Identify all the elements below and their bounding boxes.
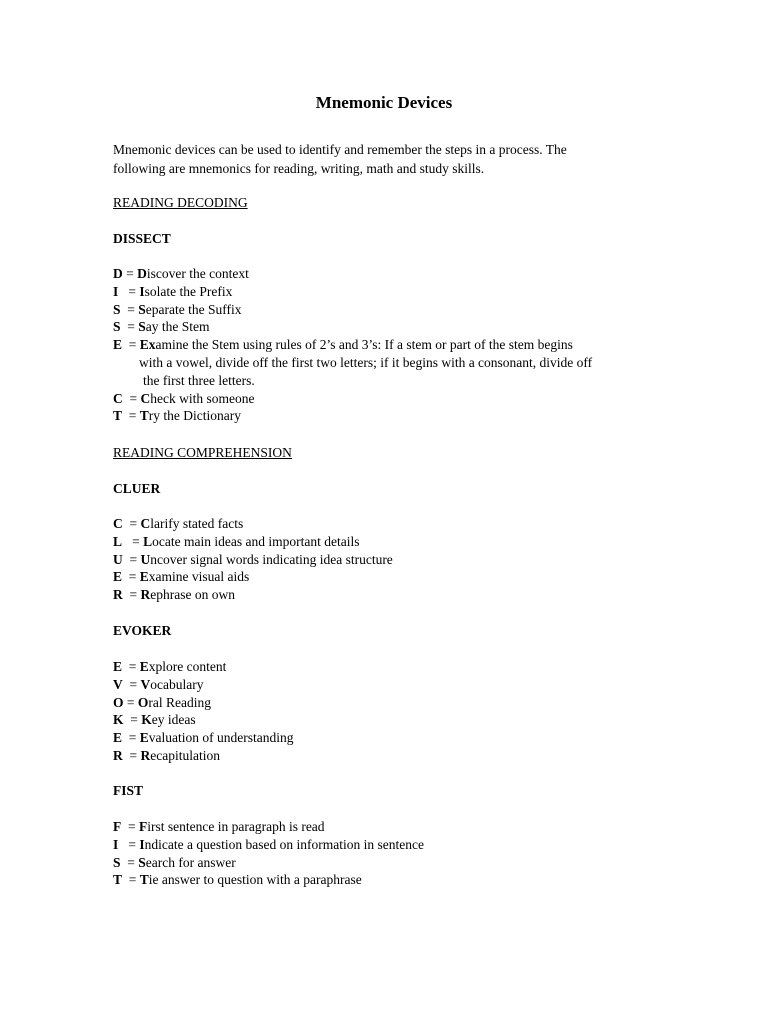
list-item: E = Evaluation of understanding (113, 730, 294, 746)
list-item: T = Tie answer to question with a paraphrase (113, 872, 362, 888)
list-item: E = Explore content (113, 659, 227, 674)
list-item: E = Examine visual aids (113, 569, 250, 585)
mnemonic-list-evoker (113, 658, 658, 765)
list-item: I = Isolate the Prefix (113, 283, 233, 299)
intro-line: following are mnemonics for reading, writing, math and study skills. (113, 161, 485, 176)
list-item-continuation: the first three letters. (143, 372, 255, 388)
intro-paragraph (113, 140, 653, 178)
intro-line: Mnemonic devices can be used to identify and remember the steps in a process. The (113, 142, 567, 157)
list-item: S = Separate the Suffix (113, 301, 242, 317)
list-item: T = Try the Dictionary (113, 408, 242, 424)
list-item: R = Rephrase on own (113, 587, 235, 603)
list-item: O = Oral Reading (113, 694, 212, 710)
mnemonic-name-evoker: EVOKER (113, 623, 172, 638)
list-item: L = Locate main ideas and important details (113, 533, 360, 549)
list-item: C = Clarify stated facts (113, 516, 244, 531)
list-item: R = Recapitulation (113, 747, 220, 763)
list-item: D = Discover the context (113, 266, 249, 281)
list-item: S = Say the Stem (113, 319, 210, 335)
mnemonic-list-cluer (113, 515, 658, 604)
list-item: E = Examine the Stem using rules of 2’s and 3’s: If a stem or part of the stem begins (113, 337, 573, 353)
list-item: F = First sentence in paragraph is read (113, 819, 325, 834)
list-item: K = Key ideas (113, 712, 196, 728)
list-item: V = Vocabulary (113, 676, 204, 692)
mnemonic-list-dissect (113, 265, 658, 425)
list-item: I = Indicate a question based on information in sentence (113, 836, 424, 852)
mnemonic-name-fist: FIST (113, 783, 144, 798)
mnemonic-name-cluer: CLUER (113, 481, 161, 496)
list-item-continuation: with a vowel, divide off the first two letters; if it begins with a consonant, divide off (139, 354, 593, 370)
section-heading-reading-comprehension: READING COMPREHENSION (113, 445, 292, 460)
mnemonic-name-dissect: DISSECT (113, 231, 171, 246)
mnemonic-list-fist (113, 818, 658, 889)
section-heading-reading-decoding: READING DECODING (113, 195, 248, 210)
list-item: U = Uncover signal words indicating idea structure (113, 551, 393, 567)
page-title: Mnemonic Devices (315, 93, 453, 112)
list-item: S = Search for answer (113, 854, 236, 870)
list-item: C = Check with someone (113, 390, 255, 406)
